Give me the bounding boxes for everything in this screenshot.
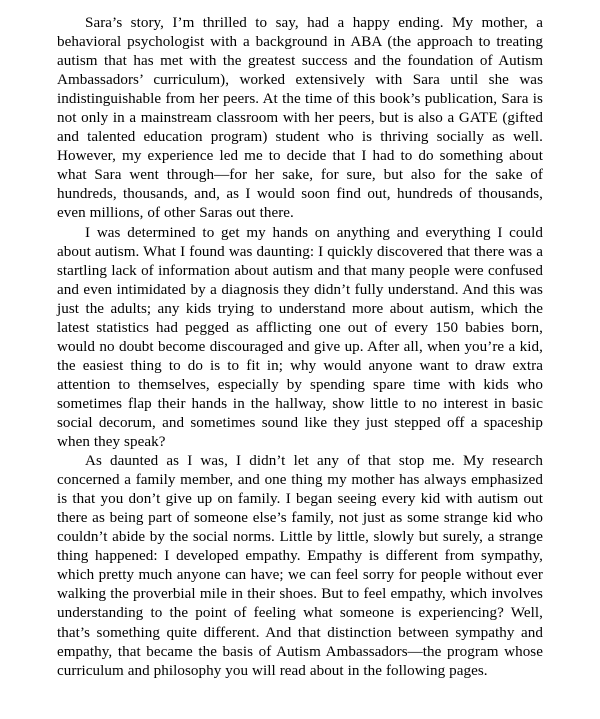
page-body-text — [57, 14, 543, 681]
paragraph-1: Sara’s story, I’m thrilled to say, had a happy ending. My mother, a behavioral psychologist with a background in ABA (the approach to treating autism that has met with the greatest success and the foundation of Autism Ambassadors’ curriculum), worked extensively with Sara until she was indistinguishable from her peers. At the time of this book’s publication, Sara is not only in a mainstream classroom with her peers, but is also a GATE (gifted and talented education program) student who is thriving socially as well. However, my experience led me to decide that I had to do something about what Sara went through—for her sake, for sure, but also for the sake of hundreds, thousands, and, as I would soon find out, hundreds of thousands, even millions, of other Saras out there. — [57, 15, 543, 222]
paragraph-3: As daunted as I was, I didn’t let any of that stop me. My research concerned a family member, and one thing my mother has always emphasized is that you don’t give up on family. I began seeing every kid with autism out there as being part of someone else’s family, not just as some strange kid who couldn’t abide by the social norms. Little by little, slowly but surely, a strange thing happened: I developed empathy. Empathy is different from sympathy, which pretty much anyone can have; we can feel sorry for people without ever walking the proverbial mile in their shoes. But to feel empathy, which involves understanding to the point of feeling what someone is experiencing? Well, that’s something quite different. And that distinction between sympathy and empathy, that became the basis of Autism Ambassadors—the program whose curriculum and philosophy you will read about in the following pages. — [57, 453, 543, 679]
paragraph-2: I was determined to get my hands on anything and everything I could about autism. What I found was daunting: I quickly discovered that there was a startling lack of information about autism and that many people were confused and even intimidated by a diagnosis they didn’t fully understand. And this was just the adults; any kids trying to understand more about autism, which the latest statistics had pegged as afflicting one out of every 150 babies born, would no doubt become discouraged and give up. After all, when you’re a kid, the easiest thing to do is to fit in; why would anyone want to draw extra attention to themselves, especially by spending spare time with kids who sometimes flap their hands in the hallway, show little to no interest in basic social decorum, and sometimes sound like they just stepped off a spaceship when they speak? — [57, 224, 543, 451]
